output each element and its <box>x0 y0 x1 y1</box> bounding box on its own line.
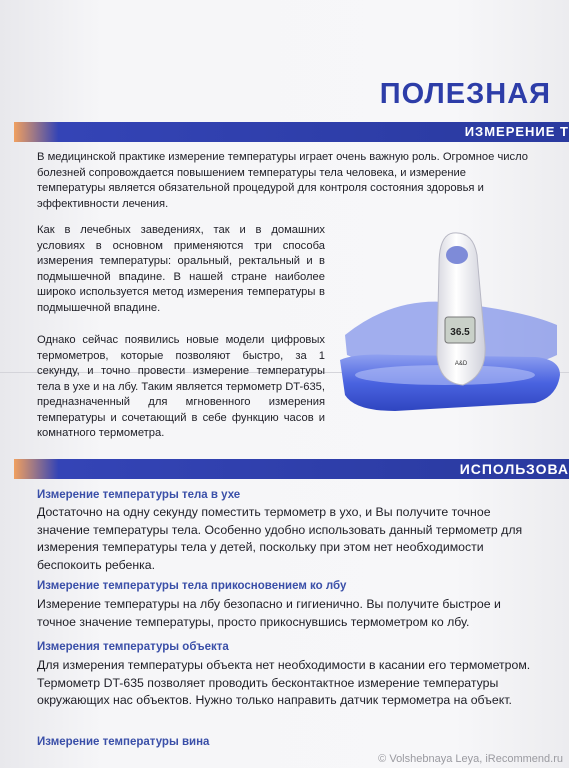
intro-paragraph-2: Как в лечебных заведениях, так и в домашних условиях в основном применяются три способа измерения температуры: оральный, ректальный и в подмышечной впадине. В нашей стране наиболее широко используется метод измерения температуры в подмышечной впадине. <box>37 224 325 314</box>
brand-logo: A&D <box>454 361 468 367</box>
section-heading-forehead: Измерение температуры тела прикосновением ко лбу <box>37 580 347 592</box>
sensor-tip <box>446 246 468 264</box>
section-heading-wine: Измерение температуры вина <box>37 736 210 748</box>
thermometer-reading: 36.5 <box>450 327 470 338</box>
intro-paragraph-3: Однако сейчас появились новые модели цифровых термометров, которые позволяют быстро, за 1 секунду, и точно провести измерение температуры тела в ухе и на лбу. Таким является термометр DT-635, предназначенный для мгновенного измерения температуры и сочетающий в себе функцию часов и комнатного термометра. <box>37 334 325 439</box>
section-body-forehead: Измерение температуры на лбу безопасно и гигиенично. Вы получите быстрое и точное значение температуры, просто прикоснувшись термометром ко лбу. <box>37 597 501 629</box>
section-body-object: Для измерения температуры объекта нет необходимости в касании его термометром. Термометр DT-635 позволяет проводить бесконтактное измерение температуры окружающих нас объектов. Нужно только направить датчик термометра на объект. <box>37 658 531 707</box>
section-body-ear: Достаточно на одну секунду поместить термометр в ухо, и Вы получите точное значение температуры тела. Особенно удобно использовать данный термометр для измерения температуры тела у детей, поскольку при этом нет необходимости беспокоить ребенка. <box>37 505 523 572</box>
section-heading-ear: Измерение температуры тела в ухе <box>37 489 241 501</box>
section-band-measurement <box>14 122 569 142</box>
section-heading-object: Измерения температуры объекта <box>37 641 229 653</box>
thermometer-image <box>335 225 565 425</box>
band-label-usage: ИСПОЛЬЗОВА <box>459 461 569 477</box>
band-label-measurement: ИЗМЕРЕНИЕ Т <box>464 124 569 139</box>
intro-paragraph-1: В медицинской практике измерение температуры играет очень важную роль. Огромное число болезней сопровождается повышением температуры тела человека, и измерение температуры является обязательной процедурой для контроля состояния здоровья и эффективности лечения. <box>37 151 529 210</box>
page-title: ПОЛЕЗНАЯ <box>379 78 551 110</box>
watermark: © Volshebnaya Leya, iRecommend.ru <box>378 753 563 765</box>
section-band-usage <box>14 459 569 479</box>
